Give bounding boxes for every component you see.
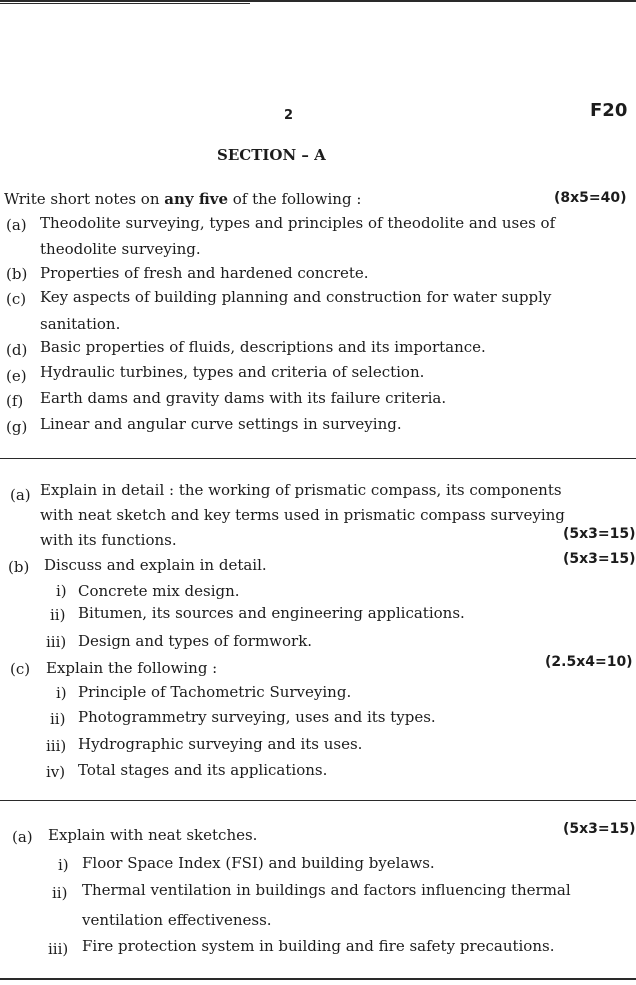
divider: [0, 458, 636, 459]
q1-item-label: (c): [6, 290, 27, 308]
q2c-sub-num: iii): [46, 737, 67, 755]
q2a-marks: (5x3=15): [563, 526, 636, 542]
q3a-label: (a): [12, 828, 33, 846]
q3a-sub-text: Floor Space Index (FSI) and building byelaws.: [82, 854, 435, 872]
q2a-label: (a): [10, 486, 31, 504]
q2a-text: Explain in detail : the working of prismatic compass, its components: [40, 481, 562, 499]
q2b-sub-num: i): [56, 582, 67, 600]
q1-item-text: Key aspects of building planning and construction for water supply: [40, 288, 552, 306]
q1-item-text: Basic properties of fluids, descriptions and its importance.: [40, 338, 486, 356]
q2c-text: Explain the following :: [46, 659, 218, 677]
section-title: SECTION – A: [217, 146, 326, 164]
q1-item-text: Earth dams and gravity dams with its failure criteria.: [40, 389, 447, 407]
q2b-marks: (5x3=15): [563, 551, 636, 567]
q3a-text: Explain with neat sketches.: [48, 826, 258, 844]
q1-item-label: (b): [6, 265, 28, 283]
q1-item-text: Theodolite surveying, types and principles of theodolite and uses of: [40, 214, 556, 232]
q1-item-label: (g): [6, 418, 28, 436]
q1-item-label: (f): [6, 392, 24, 410]
paper-code: F20: [590, 100, 628, 121]
q1-item-text-cont: sanitation.: [40, 315, 121, 333]
q2c-sub-num: i): [56, 684, 67, 702]
q3a-sub-num: iii): [48, 940, 69, 958]
q1-item-text: Properties of fresh and hardened concrete.: [40, 264, 369, 282]
q3a-marks: (5x3=15): [563, 821, 636, 837]
q1-instruction-bold: any five: [164, 190, 228, 208]
q2c-sub-num: iv): [46, 763, 66, 781]
q1-item-label: (a): [6, 216, 27, 234]
top-rule: [0, 0, 636, 2]
bottom-rule: [0, 978, 636, 980]
q3a-sub-num: i): [58, 856, 69, 874]
q2c-sub-text: Hydrographic surveying and its uses.: [78, 735, 363, 753]
q1-item-text-cont: theodolite surveying.: [40, 240, 201, 258]
q1-instruction-pre: Write short notes on: [4, 190, 165, 208]
q2b-text: Discuss and explain in detail.: [44, 556, 267, 574]
q1-instruction: [4, 190, 361, 208]
q2c-marks: (2.5x4=10): [545, 654, 633, 670]
q3a-sub-num: ii): [52, 884, 68, 902]
page-number: 2: [284, 108, 294, 123]
q3a-sub-text: Thermal ventilation in buildings and factors influencing thermal: [82, 881, 571, 899]
q1-instruction-post: of the following :: [228, 190, 362, 208]
q2c-sub-text: Principle of Tachometric Surveying.: [78, 683, 352, 701]
q2c-sub-text: Photogrammetry surveying, uses and its types.: [78, 708, 436, 726]
q3a-sub-text-cont: ventilation effectiveness.: [82, 911, 272, 929]
q2c-sub-num: ii): [50, 710, 66, 728]
top-rule-short: [0, 3, 250, 4]
q2a-text-cont: with neat sketch and key terms used in prismatic compass surveying: [40, 506, 565, 524]
q2b-sub-num: ii): [50, 606, 66, 624]
q3a-sub-text: Fire protection system in building and fire safety precautions.: [82, 937, 555, 955]
q2b-sub-text: Design and types of formwork.: [78, 632, 313, 650]
q2b-sub-text: Concrete mix design.: [78, 582, 240, 600]
q2b-sub-text: Bitumen, its sources and engineering applications.: [78, 604, 465, 622]
q2a-text-cont: with its functions.: [40, 531, 177, 549]
q1-item-text: Hydraulic turbines, types and criteria of selection.: [40, 363, 425, 381]
q1-item-label: (e): [6, 367, 27, 385]
q2c-sub-text: Total stages and its applications.: [78, 761, 328, 779]
q1-marks: (8x5=40): [554, 190, 627, 206]
q2b-sub-num: iii): [46, 633, 67, 651]
q1-item-text: Linear and angular curve settings in surveying.: [40, 415, 402, 433]
q2c-label: (c): [10, 660, 31, 678]
q2b-label: (b): [8, 558, 30, 576]
divider: [0, 800, 636, 801]
q1-item-label: (d): [6, 341, 28, 359]
